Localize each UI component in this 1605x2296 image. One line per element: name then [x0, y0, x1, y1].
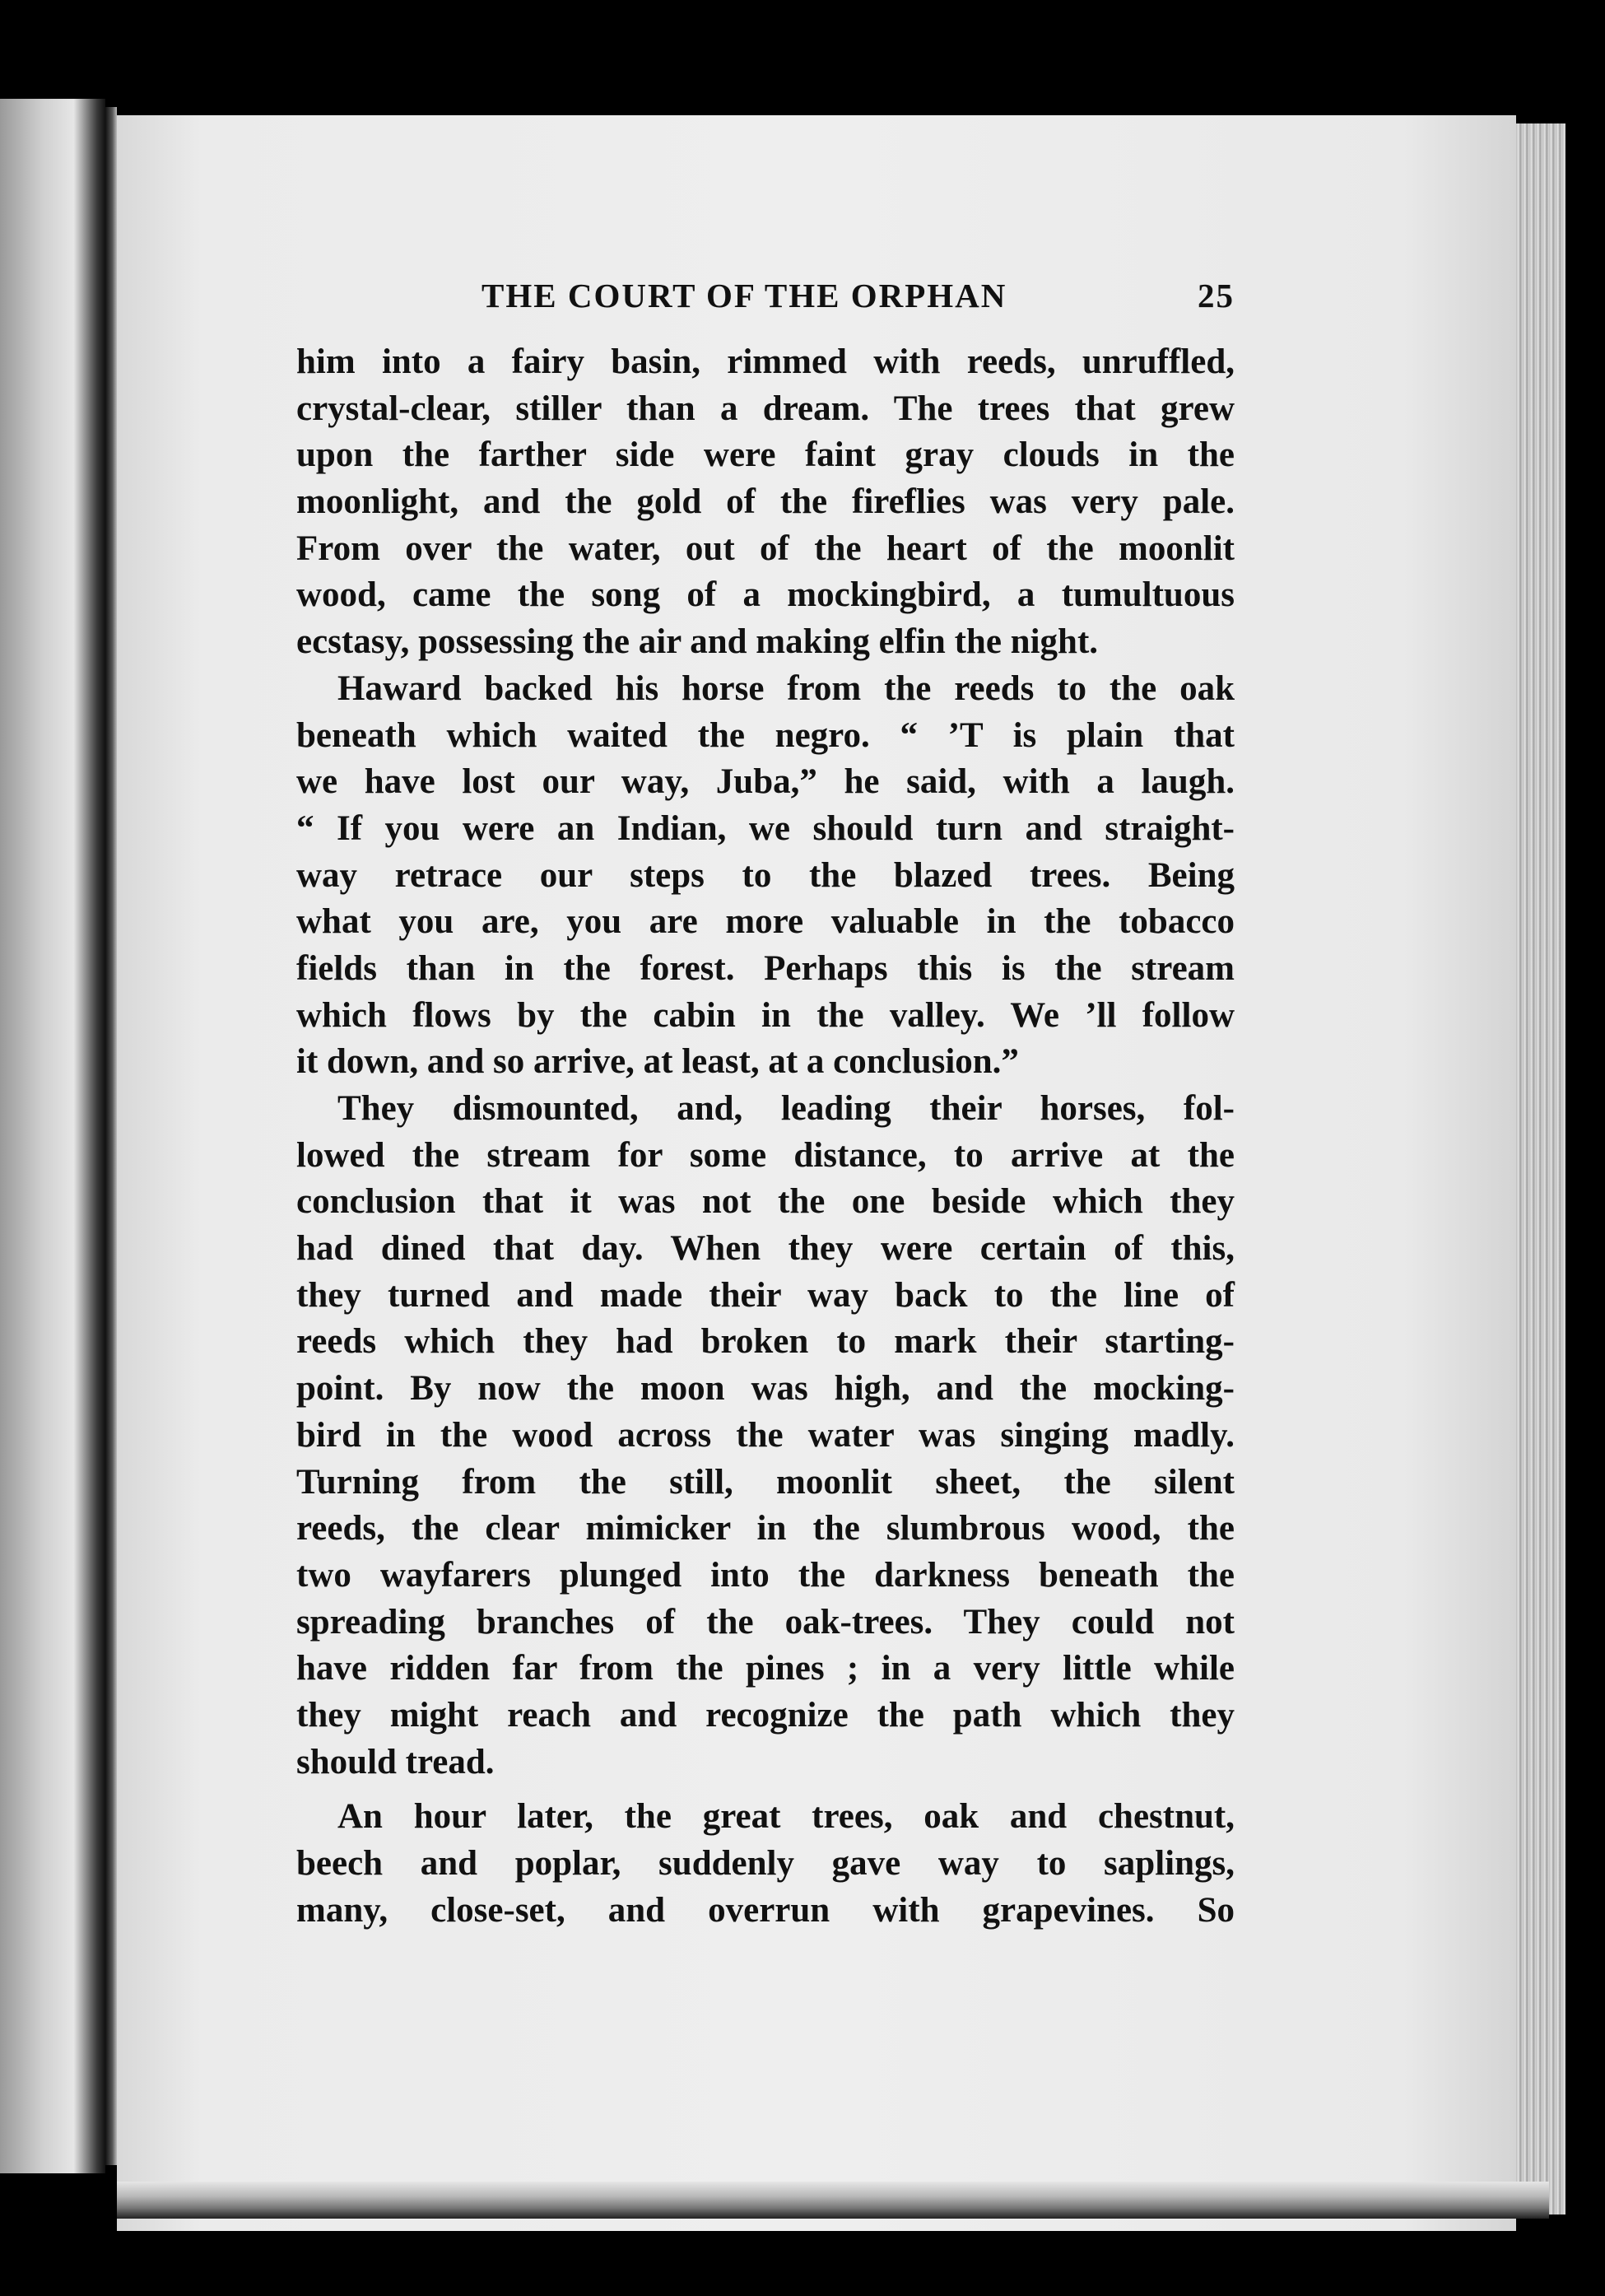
text-line: fields than in the forest. Perhaps this is the stream [296, 948, 1235, 988]
text-line: they might reach and recognize the path which they [296, 1695, 1235, 1735]
text-line: point. By now the moon was high, and the mocking- [296, 1369, 1235, 1409]
text-line: conclusion that it was not the one beside which they [296, 1182, 1235, 1222]
text-line: which flows by the cabin in the valley. We ’ll follow [296, 995, 1235, 1035]
text-line: Haward backed his horse from the reeds to the oak [337, 668, 1235, 708]
text-line: we have lost our way, Juba,” he said, with a laugh. [296, 762, 1235, 802]
text-line: wood, came the song of a mockingbird, a tumultuous [296, 575, 1235, 615]
text-line: spreading branches of the oak-trees. They could not [296, 1602, 1235, 1642]
text-line: bird in the wood across the water was singing madly. [296, 1415, 1235, 1455]
text-line: “ If you were an Indian, we should turn and straight- [296, 808, 1235, 848]
text-line: reeds which they had broken to mark their starting- [296, 1322, 1235, 1362]
text-line: him into a fairy basin, rimmed with reeds, unruffled, [296, 342, 1235, 381]
text-line: They dismounted, and, leading their horses, fol- [337, 1089, 1235, 1128]
text-line: should tread. [296, 1742, 495, 1781]
text-line: they turned and made their way back to the line of [296, 1275, 1235, 1315]
book-gutter [105, 107, 117, 2165]
page-header [296, 276, 1235, 325]
text-line: it down, and so arrive, at least, at a conclusion.” [296, 1042, 1019, 1082]
text-line: beech and poplar, suddenly gave way to saplings, [296, 1844, 1235, 1883]
page-stack-edge [1516, 123, 1565, 2214]
text-line: have ridden far from the pines ; in a very little while [296, 1649, 1235, 1688]
page-bottom-edge [117, 2182, 1549, 2219]
text-line: moonlight, and the gold of the fireflies was very pale. [296, 482, 1235, 522]
text-line: ecstasy, possessing the air and making elfin the night. [296, 622, 1099, 662]
text-line: Turning from the still, moonlit sheet, the silent [296, 1462, 1235, 1502]
text-line: crystal-clear, stiller than a dream. The trees that grew [296, 389, 1235, 428]
left-page-edge [0, 99, 105, 2173]
running-title: THE COURT OF THE ORPHAN [482, 277, 1007, 314]
text-line: what you are, you are more valuable in the tobacco [296, 902, 1235, 942]
text-line: many, close-set, and overrun with grapevines. So [296, 1890, 1235, 1930]
text-line: two wayfarers plunged into the darkness beneath the [296, 1555, 1235, 1595]
text-line: beneath which waited the negro. “ ’T is plain that [296, 715, 1235, 755]
text-line: upon the farther side were faint gray clouds in the [296, 435, 1235, 475]
text-line: An hour later, the great trees, oak and chestnut, [337, 1797, 1235, 1837]
text-line: way retrace our steps to the blazed trees. Being [296, 855, 1235, 895]
text-line: lowed the stream for some distance, to arrive at the [296, 1135, 1235, 1175]
text-line: From over the water, out of the heart of the moonlit [296, 529, 1235, 568]
text-line: reeds, the clear mimicker in the slumbrous wood, the [296, 1509, 1235, 1549]
paragraph-gap [296, 1786, 1235, 1794]
body-text [296, 339, 1235, 1934]
text-line: had dined that day. When they were certain of this, [296, 1229, 1235, 1269]
page-number: 25 [1198, 277, 1235, 314]
